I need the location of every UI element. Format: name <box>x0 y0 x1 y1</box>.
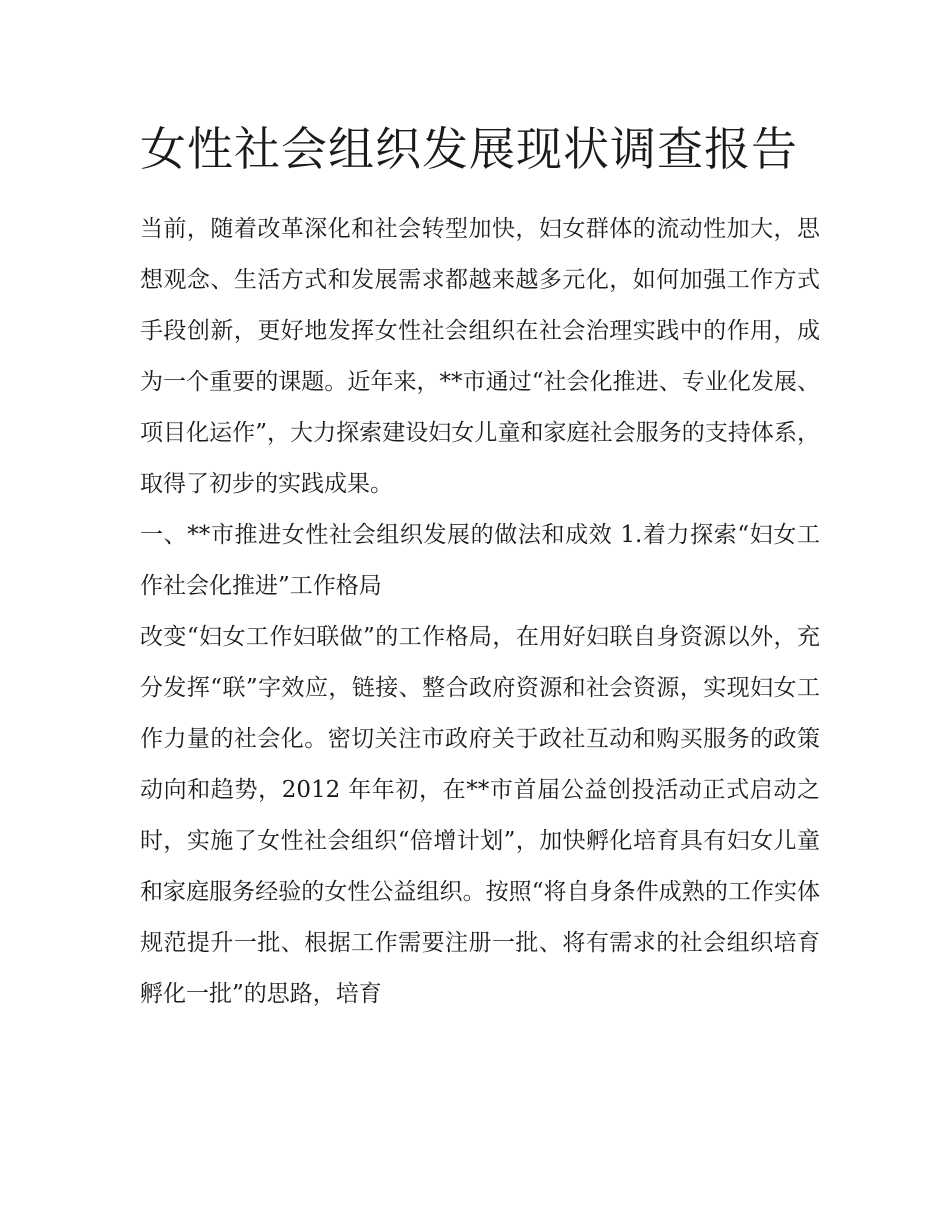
document-title: 女性社会组织发展现状调查报告 <box>140 122 798 176</box>
paragraph-intro: 当前，随着改革深化和社会转型加快，妇女群体的流动性加大，思想观念、生活方式和发展需求都越来越多元化，如何加强工作方式手段创新，更好地发挥女性社会组织在社会治理实践中的作用，成为一个重要的课题。近年来，**市通过“社会化推进、专业化发展、项目化运作”，大力探索建设妇女儿童和家庭社会服务的支持体系，取得了初步的实践成果。 <box>140 216 820 497</box>
paragraph-body: 改变“妇女工作妇联做”的工作格局，在用好妇联自身资源以外，充分发挥“联”字效应，链接、整合政府资源和社会资源，实现妇女工作力量的社会化。密切关注市政府关于政社互动和购买服务的政策动向和趋势，2012 年年初，在**市首届公益创投活动正式启动之时，实施了女性社会组织“倍增计划”，加快孵化培育具有妇女儿童和家庭服务经验的女性公益组织。按照“将自身条件成熟的工作实体规范提升一批、根据工作需要注册一批、将有需求的社会组织培育孵化一批”的思路，培育 <box>140 624 820 1007</box>
document-page <box>140 112 820 1020</box>
section-heading-1: 一、**市推进女性社会组织发展的做法和成效 1.着力探索“妇女工作社会化推进”工作格局 <box>140 522 820 599</box>
